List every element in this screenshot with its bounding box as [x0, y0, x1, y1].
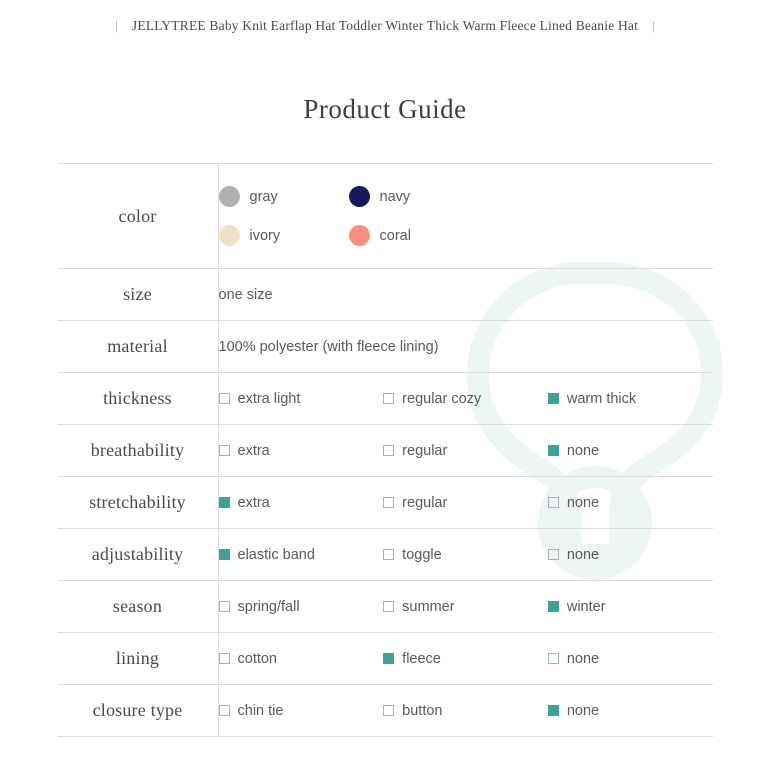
stretchability-option-1[interactable]	[383, 495, 548, 511]
lining-label-1: fleece	[402, 650, 441, 667]
color-option-coral[interactable]	[349, 225, 479, 246]
checkbox-stretchability-1[interactable]	[383, 497, 394, 508]
closure-type-label-0: chin tie	[237, 702, 284, 719]
table-row-size	[58, 269, 713, 321]
adjustability-option-0[interactable]	[219, 547, 384, 563]
checkbox-adjustability-1[interactable]	[383, 549, 394, 560]
table-row-breathability	[58, 425, 713, 477]
closure-type-option-1[interactable]	[383, 703, 548, 719]
season-option-1[interactable]	[383, 599, 548, 615]
row-value-size	[218, 269, 713, 321]
breathability-option-1[interactable]	[383, 443, 548, 459]
row-label-color: color	[58, 164, 219, 269]
adjustability-options	[219, 547, 713, 563]
table-row-adjustability	[58, 529, 713, 581]
row-label-adjustability: adjustability	[58, 529, 219, 581]
row-value-color	[218, 164, 713, 269]
checkbox-closure-type-0[interactable]	[219, 705, 230, 716]
closure-type-options	[219, 703, 713, 719]
checkbox-stretchability-2[interactable]	[548, 497, 559, 508]
table-row-color	[58, 164, 713, 269]
season-option-2[interactable]	[548, 599, 713, 615]
row-label-closure-type: closure type	[58, 685, 219, 737]
checkbox-thickness-1[interactable]	[383, 393, 394, 404]
stretchability-option-2[interactable]	[548, 495, 713, 511]
thickness-label-1: regular cozy	[402, 390, 482, 407]
stretchability-label-2: none	[566, 494, 600, 511]
thickness-option-1[interactable]	[383, 391, 548, 407]
color-dot-navy	[349, 186, 370, 207]
material-value: 100% polyester (with fleece lining)	[218, 338, 439, 355]
lining-option-0[interactable]	[219, 651, 384, 667]
closure-type-label-2: none	[566, 702, 600, 719]
breathability-options	[219, 443, 713, 459]
row-value-stretchability	[218, 477, 713, 529]
checkbox-lining-0[interactable]	[219, 653, 230, 664]
row-label-material: material	[58, 321, 219, 373]
checkbox-breathability-1[interactable]	[383, 445, 394, 456]
row-value-season	[218, 581, 713, 633]
lining-label-2: none	[566, 650, 600, 667]
adjustability-label-0: elastic band	[237, 546, 315, 563]
lining-option-2[interactable]	[548, 651, 713, 667]
checkbox-lining-2[interactable]	[548, 653, 559, 664]
row-label-stretchability: stretchability	[58, 477, 219, 529]
header-right-divider: |	[652, 18, 655, 33]
page-title: Product Guide	[303, 94, 467, 124]
row-label-size: size	[58, 269, 219, 321]
table-row-material	[58, 321, 713, 373]
color-option-ivory[interactable]	[219, 225, 349, 246]
row-value-material	[218, 321, 713, 373]
color-swatch-grid	[219, 186, 479, 246]
stretchability-options	[219, 495, 713, 511]
row-label-breathability: breathability	[58, 425, 219, 477]
closure-type-label-1: button	[402, 702, 443, 719]
stretchability-label-1: regular	[402, 494, 448, 511]
thickness-label-2: warm thick	[566, 390, 637, 407]
adjustability-label-1: toggle	[402, 546, 442, 563]
thickness-label-0: extra light	[237, 390, 301, 407]
checkbox-stretchability-0[interactable]	[219, 497, 230, 508]
row-label-thickness: thickness	[58, 373, 219, 425]
breathability-label-0: extra	[237, 442, 270, 459]
adjustability-option-1[interactable]	[383, 547, 548, 563]
lining-label-0: cotton	[237, 650, 277, 667]
checkbox-season-2[interactable]	[548, 601, 559, 612]
row-label-lining: lining	[58, 633, 219, 685]
season-label-1: summer	[402, 598, 455, 615]
row-value-lining	[218, 633, 713, 685]
row-value-thickness	[218, 373, 713, 425]
checkbox-season-1[interactable]	[383, 601, 394, 612]
checkbox-thickness-2[interactable]	[548, 393, 559, 404]
color-dot-coral	[349, 225, 370, 246]
row-label-season: season	[58, 581, 219, 633]
color-label-coral: coral	[379, 227, 411, 244]
color-label-navy: navy	[379, 188, 411, 205]
adjustability-option-2[interactable]	[548, 547, 713, 563]
row-value-closure-type	[218, 685, 713, 737]
header-product-title: JELLYTREE Baby Knit Earflap Hat Toddler Winter Thick Warm Fleece Lined Beanie Hat	[131, 18, 639, 33]
color-label-gray: gray	[249, 188, 278, 205]
breathability-label-2: none	[566, 442, 600, 459]
lining-option-1[interactable]	[383, 651, 548, 667]
checkbox-breathability-0[interactable]	[219, 445, 230, 456]
checkbox-closure-type-1[interactable]	[383, 705, 394, 716]
table-row-thickness	[58, 373, 713, 425]
row-value-breathability	[218, 425, 713, 477]
color-label-ivory: ivory	[249, 227, 281, 244]
breathability-option-0[interactable]	[219, 443, 384, 459]
stretchability-option-0[interactable]	[219, 495, 384, 511]
checkbox-season-0[interactable]	[219, 601, 230, 612]
checkbox-closure-type-2[interactable]	[548, 705, 559, 716]
season-option-0[interactable]	[219, 599, 384, 615]
checkbox-adjustability-0[interactable]	[219, 549, 230, 560]
closure-type-option-0[interactable]	[219, 703, 384, 719]
breathability-label-1: regular	[402, 442, 448, 459]
stretchability-label-0: extra	[237, 494, 270, 511]
header-left-divider: |	[115, 18, 118, 33]
thickness-option-0[interactable]	[219, 391, 384, 407]
breathability-option-2[interactable]	[548, 443, 713, 459]
product-guide-table	[58, 163, 713, 737]
checkbox-lining-1[interactable]	[383, 653, 394, 664]
thickness-option-2[interactable]	[548, 391, 713, 407]
page-header	[0, 0, 770, 34]
season-label-2: winter	[566, 598, 606, 615]
color-option-gray[interactable]	[219, 186, 349, 207]
season-options	[219, 599, 713, 615]
table-row-season	[58, 581, 713, 633]
table-row-closure-type	[58, 685, 713, 737]
adjustability-label-2: none	[566, 546, 600, 563]
table-row-stretchability	[58, 477, 713, 529]
color-option-navy[interactable]	[349, 186, 479, 207]
thickness-options	[219, 391, 713, 407]
checkbox-adjustability-2[interactable]	[548, 549, 559, 560]
checkbox-thickness-0[interactable]	[219, 393, 230, 404]
season-label-0: spring/fall	[237, 598, 300, 615]
size-value: one size	[218, 286, 273, 303]
checkbox-breathability-2[interactable]	[548, 445, 559, 456]
color-dot-gray	[219, 186, 240, 207]
table-row-lining	[58, 633, 713, 685]
row-value-adjustability	[218, 529, 713, 581]
lining-options	[219, 651, 713, 667]
closure-type-option-2[interactable]	[548, 703, 713, 719]
color-dot-ivory	[219, 225, 240, 246]
